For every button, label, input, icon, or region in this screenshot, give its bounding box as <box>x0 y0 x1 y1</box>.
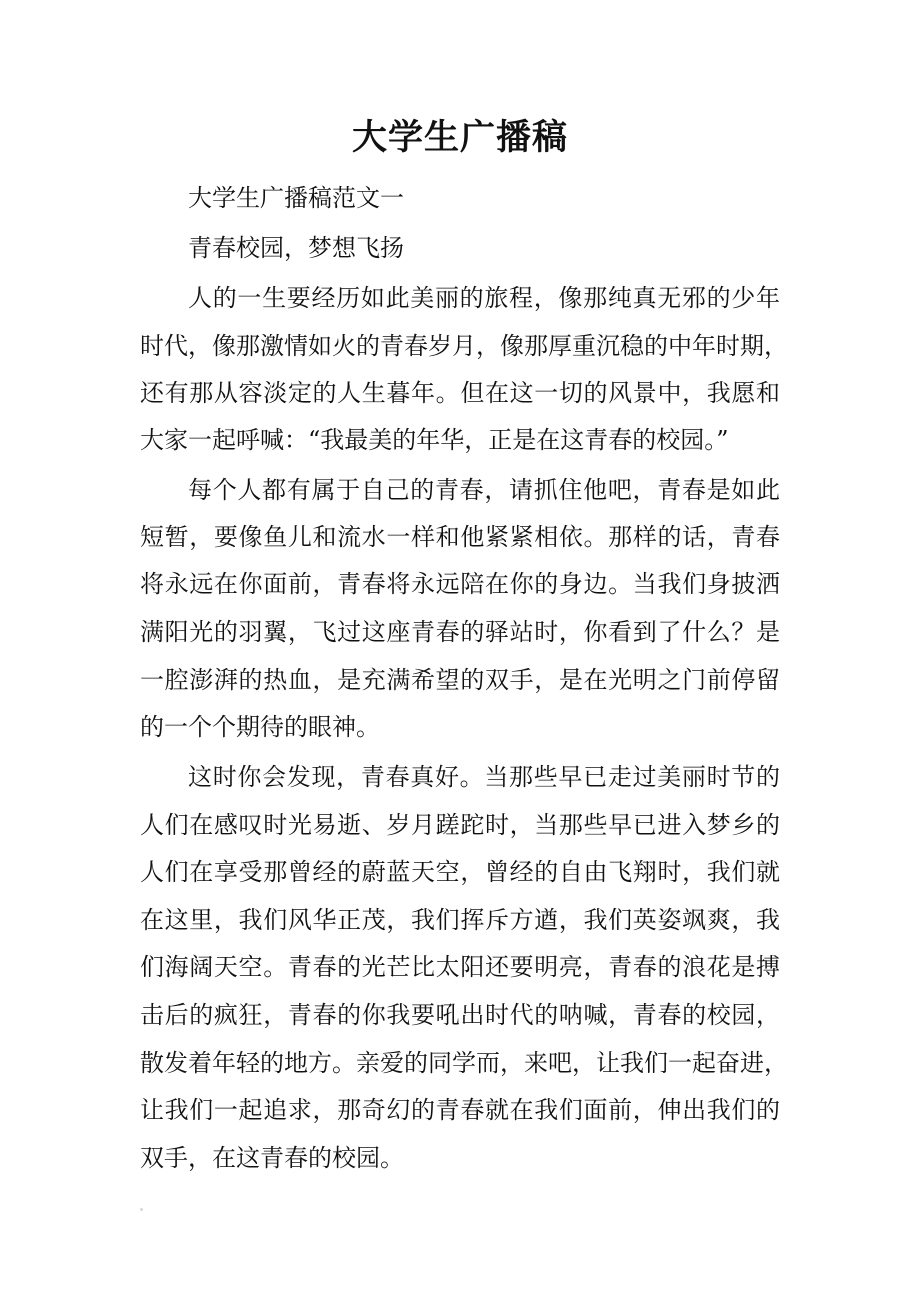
paragraph-2-line-5: 一腔澎湃的热血，是充满希望的双手，是在光明之门前停留 <box>140 666 780 694</box>
paragraph-1-line-3: 还有那从容淡定的人生暮年。但在这一切的风景中，我愿和 <box>140 379 780 407</box>
page-speck <box>140 1208 143 1211</box>
paragraph-3-line-3: 人们在享受那曾经的蔚蓝天空，曾经的自由飞翔时，我们就 <box>140 858 780 886</box>
paragraph-3-line-2: 人们在感叹时光易逝、岁月蹉跎时，当那些早已进入梦乡的 <box>140 811 780 839</box>
document-title: 大学生广播稿 <box>351 117 568 158</box>
section-heading: 青春校园，梦想飞扬 <box>188 234 404 262</box>
subtitle: 大学生广播稿范文一 <box>188 184 404 212</box>
paragraph-1-line-1: 人的一生要经历如此美丽的旅程，像那纯真无邪的少年 <box>188 284 780 312</box>
paragraph-2-line-2: 短暂，要像鱼儿和流水一样和他紧紧相依。那样的话，青春 <box>140 523 780 551</box>
paragraph-3-line-5: 们海阔天空。青春的光芒比太阳还要明亮，青春的浪花是搏 <box>140 953 780 981</box>
paragraph-1-line-2: 时代，像那激情如火的青春岁月，像那厚重沉稳的中年时期， <box>140 332 788 360</box>
paragraph-3-line-8: 让我们一起追求，那奇幻的青春就在我们面前，伸出我们的 <box>140 1096 780 1124</box>
paragraph-2-line-6: 的一个个期待的眼神。 <box>140 713 380 741</box>
paragraph-3-line-9: 双手，在这青春的校园。 <box>140 1144 404 1172</box>
paragraph-3-line-1: 这时你会发现，青春真好。当那些早已走过美丽时节的 <box>188 763 780 791</box>
paragraph-2-line-3: 将永远在你面前，青春将永远陪在你的身边。当我们身披洒 <box>140 570 780 598</box>
paragraph-1-line-4: 大家一起呼喊：“我最美的年华，正是在这青春的校园。” <box>140 426 729 454</box>
paragraph-2-line-1: 每个人都有属于自己的青春，请抓住他吧，青春是如此 <box>188 476 780 504</box>
paragraph-3-line-4: 在这里，我们风华正茂，我们挥斥方遒，我们英姿飒爽，我 <box>140 906 780 934</box>
paragraph-3-line-7: 散发着年轻的地方。亲爱的同学而，来吧，让我们一起奋进， <box>140 1049 788 1077</box>
paragraph-3-line-6: 击后的疯狂，青春的你我要吼出时代的呐喊，青春的校园， <box>140 1001 780 1029</box>
paragraph-2-line-4: 满阳光的羽翼，飞过这座青春的驿站时，你看到了什么？是 <box>140 618 780 646</box>
